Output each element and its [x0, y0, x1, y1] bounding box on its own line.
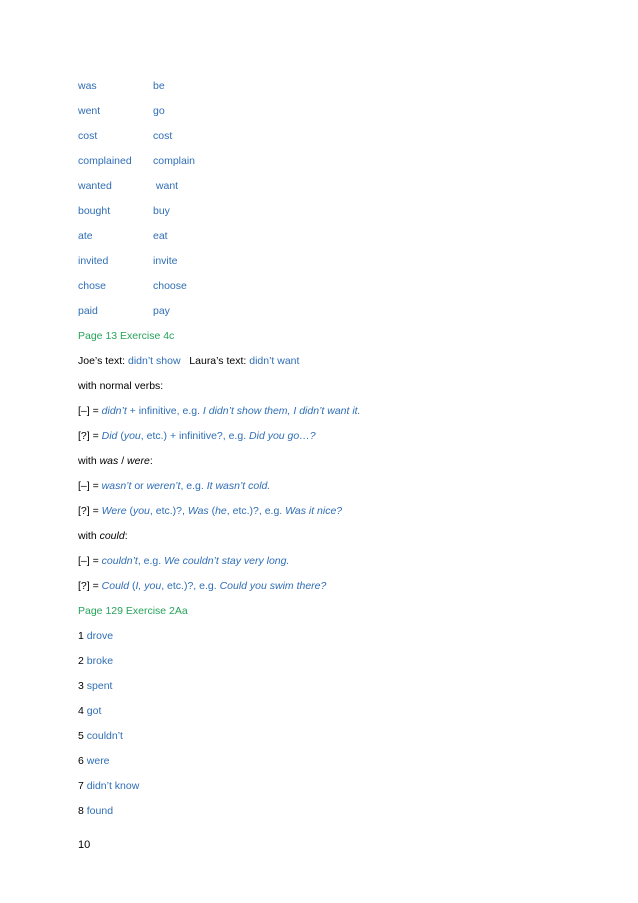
base-form: complain — [153, 155, 196, 167]
joe-label: Joe’s text: — [78, 355, 128, 367]
negative-rule-normal: [–] = didn’t + infinitive, e.g. I didn’t show them, I didn’t want it. — [78, 405, 361, 417]
base-form: choose — [153, 280, 187, 292]
laura-label: Laura’s text: — [189, 355, 250, 367]
base-form: invite — [153, 255, 178, 267]
answer-item: 4 got — [78, 705, 102, 717]
past-form: invited — [78, 255, 109, 267]
could-label: with could: — [78, 530, 128, 542]
joe-value: didn’t show — [128, 355, 181, 367]
answer-item: 3 spent — [78, 680, 113, 692]
past-form: chose — [78, 280, 107, 292]
page-number: 10 — [78, 839, 91, 851]
answer-item: 8 found — [78, 805, 114, 817]
base-form: go — [153, 105, 165, 117]
question-rule-could: [?] = Could (I, you, etc.)?, e.g. Could you swim there? — [78, 580, 327, 592]
past-form: ate — [78, 230, 93, 242]
past-form: cost — [78, 130, 98, 142]
normal-verbs-label: with normal verbs: — [78, 380, 164, 392]
base-form: buy — [153, 205, 170, 217]
base-form: be — [153, 80, 165, 92]
base-form: pay — [153, 305, 170, 317]
exercise-heading-4c: Page 13 Exercise 4c — [78, 330, 175, 342]
past-form: paid — [78, 305, 98, 317]
laura-value: didn’t want — [249, 355, 300, 367]
past-form: bought — [78, 205, 111, 217]
answer-item: 7 didn’t know — [78, 780, 140, 792]
past-form: was — [78, 80, 97, 92]
answer-item: 1 drove — [78, 630, 114, 642]
question-rule-was: [?] = Were (you, etc.)?, Was (he, etc.)?, e.g. Was it nice? — [78, 505, 343, 517]
base-form: eat — [153, 230, 168, 242]
answer-item: 2 broke — [78, 655, 114, 667]
past-form: complained — [78, 155, 132, 167]
question-rule-normal: [?] = Did (you, etc.) + infinitive?, e.g. Did you go…? — [78, 430, 316, 442]
answer-item: 5 couldn’t — [78, 730, 123, 742]
negative-rule-was: [–] = wasn’t or weren’t, e.g. It wasn’t cold. — [78, 480, 271, 492]
answer-item: 6 were — [78, 755, 110, 767]
past-form: wanted — [78, 180, 112, 192]
base-form: cost — [153, 130, 173, 142]
past-form: went — [78, 105, 101, 117]
base-form: want — [153, 180, 179, 192]
negative-rule-could: [–] = couldn’t, e.g. We couldn’t stay very long. — [78, 555, 290, 567]
exercise-heading-2aa: Page 129 Exercise 2Aa — [78, 605, 188, 617]
was-were-label: with was / were: — [78, 455, 153, 467]
texts-line — [78, 355, 299, 368]
